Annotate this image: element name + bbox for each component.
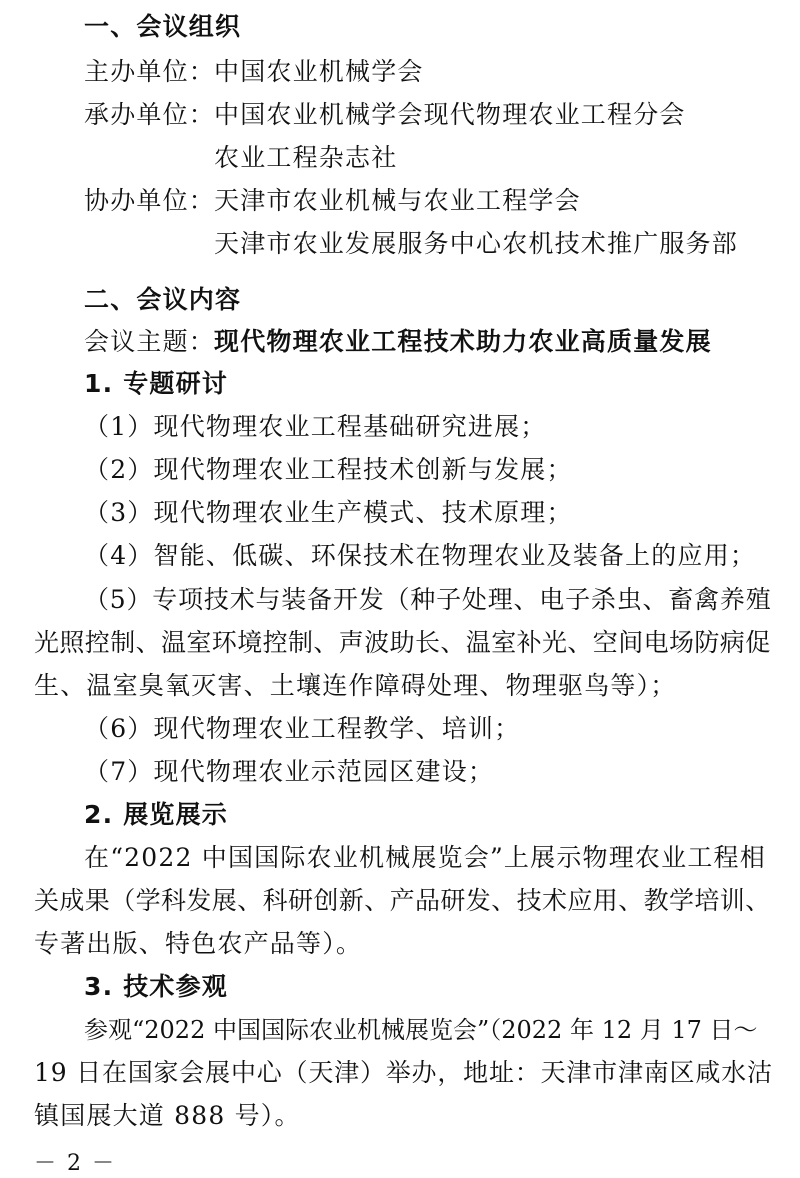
topic-1-heading: 1. 专题研讨 bbox=[84, 369, 228, 398]
list-item-continuation: 生、温室臭氧灭害、土壤连作障碍处理、物理驱鸟等）； bbox=[34, 671, 677, 700]
list-item: （1）现代物理农业工程基础研究进展； bbox=[84, 412, 547, 441]
list-item: （7）现代物理农业示范园区建设； bbox=[84, 757, 495, 786]
section-1-heading: 一、会议组织 bbox=[84, 12, 242, 41]
paragraph-line: 参观“2022 中国国际农业机械展览会”（2022 年 12 月 17 日～ bbox=[84, 1016, 758, 1044]
paragraph-line: 镇国展大道 888 号）。 bbox=[34, 1101, 301, 1130]
organizer-label: 承办单位： bbox=[84, 100, 216, 129]
host-value: 中国农业机械学会 bbox=[214, 57, 424, 86]
section-2-heading: 二、会议内容 bbox=[84, 285, 242, 314]
list-item: （3）现代物理农业生产模式、技术原理； bbox=[84, 498, 573, 527]
organizer-value: 农业工程杂志社 bbox=[214, 143, 398, 172]
theme-value: 现代物理农业工程技术助力农业高质量发展 bbox=[214, 327, 712, 356]
list-item: （2）现代物理农业工程技术创新与发展； bbox=[84, 455, 573, 484]
paragraph-line: 关成果（学科发展、科研创新、产品研发、技术应用、教学培训、 bbox=[34, 886, 771, 915]
co-organizer-value: 天津市农业发展服务中心农机技术推广服务部 bbox=[214, 229, 739, 258]
list-item: （6）现代物理农业工程教学、培训； bbox=[84, 714, 521, 743]
paragraph-line: 19 日在国家会展中心（天津）举办，地址：天津市津南区咸水沽 bbox=[34, 1058, 773, 1087]
list-item: （5）专项技术与装备开发（种子处理、电子杀虫、畜禽养殖 bbox=[84, 585, 772, 614]
topic-2-heading: 2. 展览展示 bbox=[84, 800, 228, 829]
paragraph-line: 专著出版、特色农产品等）。 bbox=[34, 929, 363, 958]
theme-label: 会议主题： bbox=[84, 327, 216, 356]
host-label: 主办单位： bbox=[84, 57, 216, 86]
co-organizer-label: 协办单位： bbox=[84, 186, 216, 215]
page-number: － 2 － bbox=[34, 1151, 116, 1176]
list-item: （4）智能、低碳、环保技术在物理农业及装备上的应用； bbox=[84, 541, 757, 570]
co-organizer-value: 天津市农业机械与农业工程学会 bbox=[214, 186, 581, 215]
list-item-continuation: 光照控制、温室环境控制、声波助长、温室补光、空间电场防病促 bbox=[34, 628, 771, 657]
organizer-value: 中国农业机械学会现代物理农业工程分会 bbox=[214, 100, 686, 129]
paragraph-line: 在“2022 中国国际农业机械展览会”上展示物理农业工程相 bbox=[84, 843, 766, 872]
topic-3-heading: 3. 技术参观 bbox=[84, 972, 228, 1001]
